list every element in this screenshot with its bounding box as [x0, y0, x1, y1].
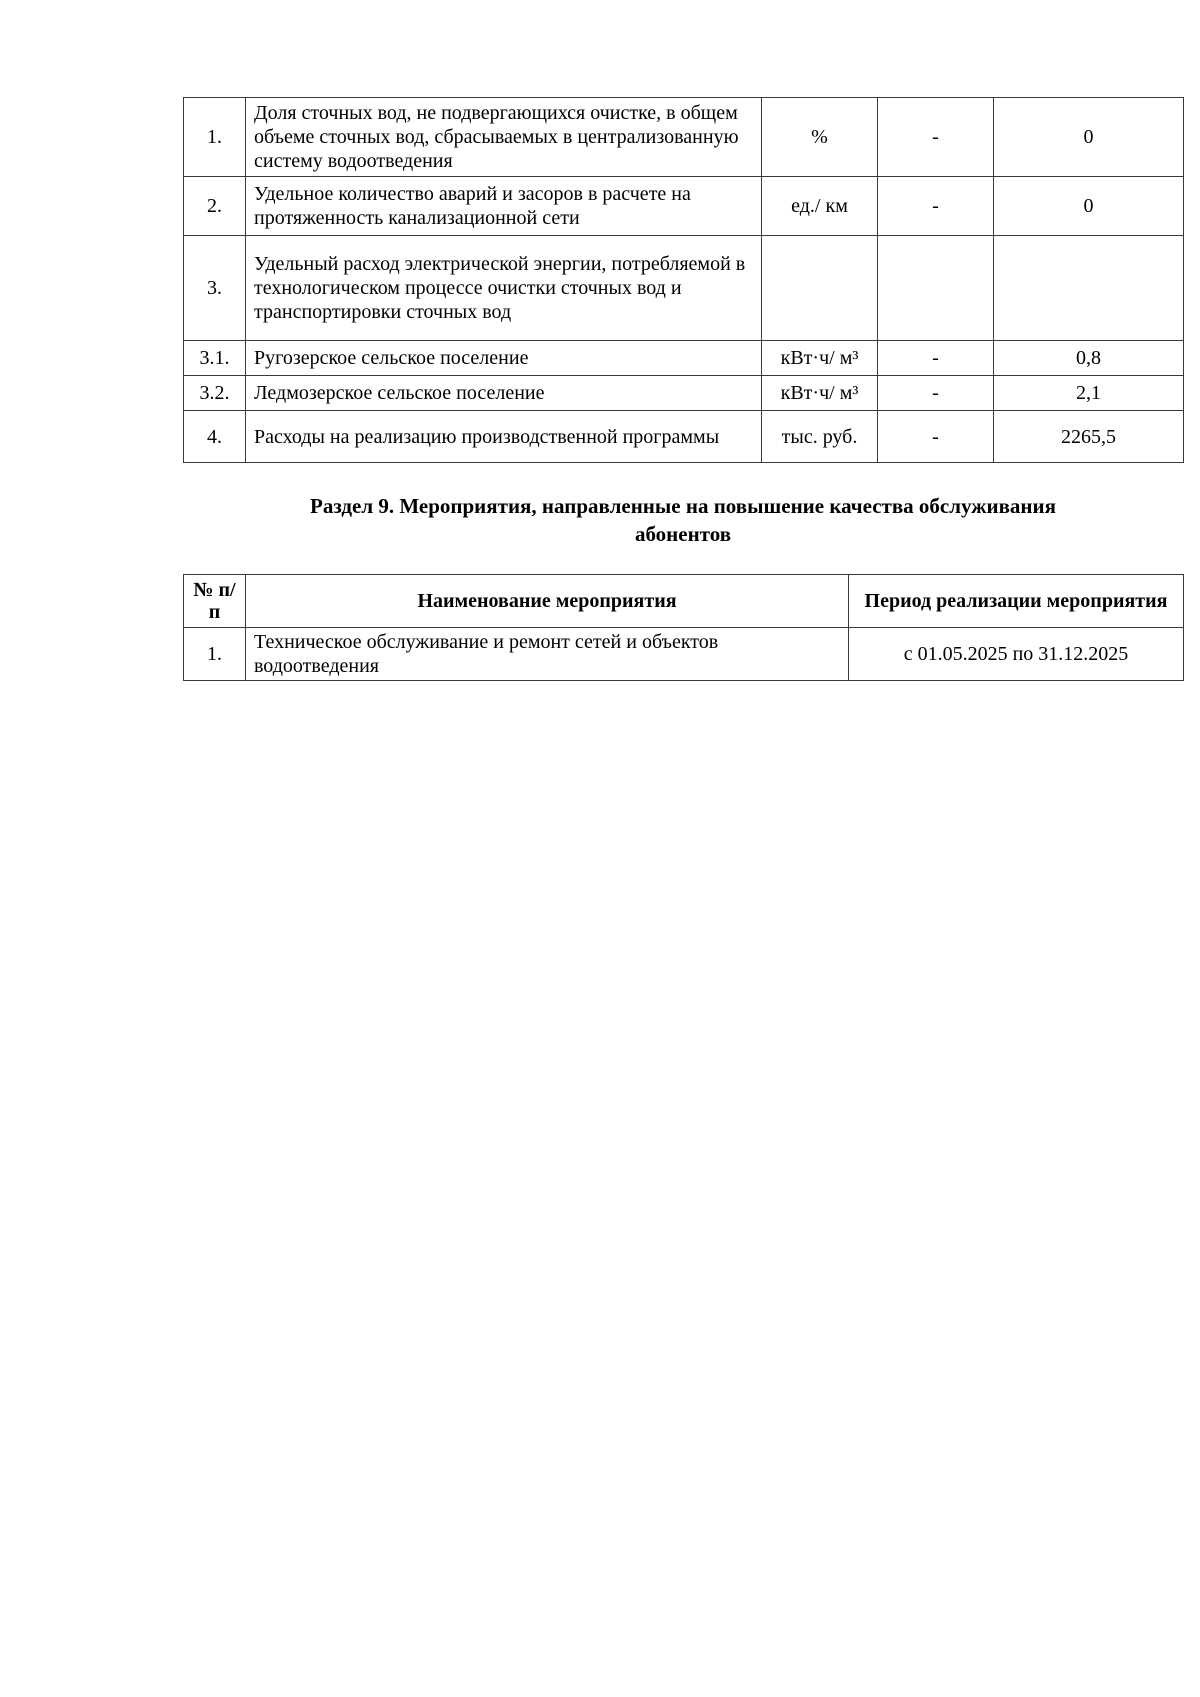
measures-table	[183, 574, 1184, 681]
header-number: № п/п	[184, 575, 246, 628]
indicator-target-value	[994, 236, 1184, 341]
indicator-target-value: 0	[994, 98, 1184, 177]
row-number: 3.	[184, 236, 246, 341]
indicator-base-value: -	[878, 411, 994, 463]
indicator-name: Доля сточных вод, не подвергающихся очистке, в общем объеме сточных вод, сбрасываемых в централизованную систему водоотведения	[246, 98, 762, 177]
section-heading-line-2: абонентов	[634, 522, 732, 546]
row-number: 2.	[184, 177, 246, 236]
indicators-table	[183, 97, 1184, 463]
table-row	[184, 98, 1184, 177]
table-row	[184, 236, 1184, 341]
table-row	[184, 411, 1184, 463]
indicator-unit: ед./ км	[762, 177, 878, 236]
header-period: Период реализации мероприятия	[849, 575, 1184, 628]
indicator-unit: %	[762, 98, 878, 177]
table-row	[184, 628, 1184, 681]
indicator-unit: кВт·ч/ м³	[762, 341, 878, 376]
indicator-unit: кВт·ч/ м³	[762, 376, 878, 411]
indicator-base-value: -	[878, 98, 994, 177]
row-number: 3.2.	[184, 376, 246, 411]
indicator-base-value: -	[878, 177, 994, 236]
indicator-unit	[762, 236, 878, 341]
row-number: 1.	[184, 98, 246, 177]
indicator-base-value: -	[878, 341, 994, 376]
indicator-name: Ледмозерское сельское поселение	[246, 376, 762, 411]
indicator-target-value: 2265,5	[994, 411, 1184, 463]
indicator-name: Ругозерское сельское поселение	[246, 341, 762, 376]
indicator-target-value: 0	[994, 177, 1184, 236]
indicator-target-value: 0,8	[994, 341, 1184, 376]
table-row	[184, 341, 1184, 376]
section-heading	[183, 492, 1183, 548]
measure-period: с 01.05.2025 по 31.12.2025	[849, 628, 1184, 681]
row-number: 4.	[184, 411, 246, 463]
indicator-target-value: 2,1	[994, 376, 1184, 411]
section-heading-line-1: Раздел 9. Мероприятия, направленные на повышение качества обслуживания	[310, 494, 1056, 518]
indicator-base-value: -	[878, 376, 994, 411]
measure-name: Техническое обслуживание и ремонт сетей и объектов водоотведения	[246, 628, 849, 681]
table-row	[184, 177, 1184, 236]
indicator-name: Расходы на реализацию производственной программы	[246, 411, 762, 463]
table-row	[184, 376, 1184, 411]
header-measure-name: Наименование мероприятия	[246, 575, 849, 628]
table-header-row	[184, 575, 1184, 628]
indicator-unit: тыс. руб.	[762, 411, 878, 463]
indicator-name: Удельный расход электрической энергии, потребляемой в технологическом процессе очистки сточных вод и транспортировки сточных вод	[246, 236, 762, 341]
row-number: 3.1.	[184, 341, 246, 376]
indicator-base-value	[878, 236, 994, 341]
indicator-name: Удельное количество аварий и засоров в расчете на протяженность канализационной сети	[246, 177, 762, 236]
row-number: 1.	[184, 628, 246, 681]
